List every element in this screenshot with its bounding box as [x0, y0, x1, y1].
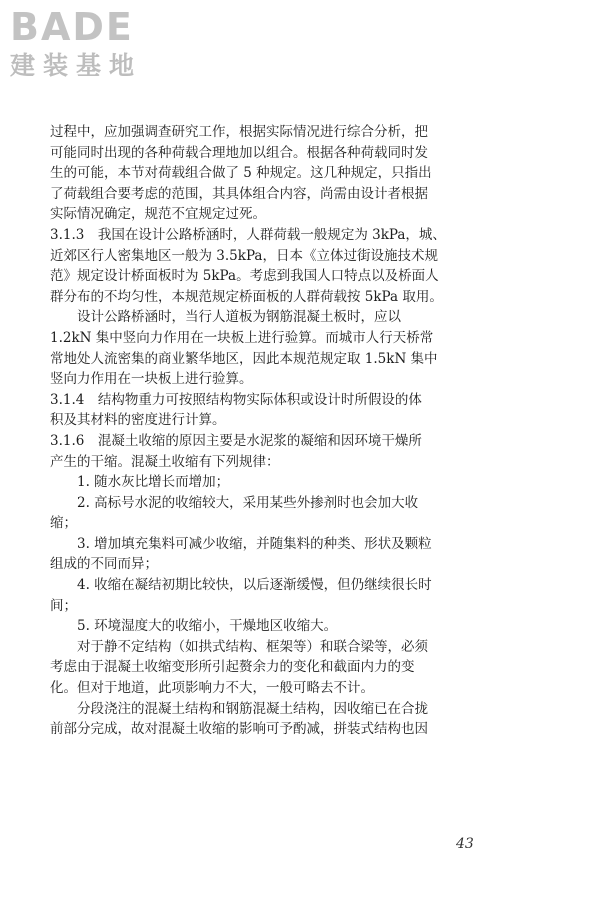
text-line: 了荷载组合要考虑的范围，其具体组合内容，尚需由设计者根据: [50, 185, 428, 202]
body-text: [50, 122, 555, 740]
logo-wordmark: BADE: [10, 5, 134, 49]
bade-logo: [10, 6, 142, 82]
logo-subtitle: 建装基地: [10, 51, 143, 80]
text-line: 产生的干缩。混凝土收缩有下列规律：: [50, 453, 280, 470]
text-line: 可能同时出现的各种荷载合理地加以组合。根据各种荷载同时发: [50, 144, 428, 161]
text-line: 生的可能，本节对荷载组合做了 5 种规定。这几种规定，只指出: [50, 165, 432, 182]
text-line: 1.2kN 集中竖向力作用在一块板上进行验算。而城市人行天桥常: [50, 329, 434, 346]
text-line: 对于静不定结构（如拱式结构、框架等）和联合梁等，必须: [77, 638, 428, 655]
text-line: 积及其材料的密度进行计算。: [50, 412, 226, 429]
clause-3-1-4: 3.1.4 结构物重力可按照结构物实际体积或设计时所假设的体: [50, 391, 422, 408]
text-line: 缩；: [50, 515, 77, 532]
text-line: 考虑由于混凝土收缩变形所引起赘余力的变化和截面内力的变: [50, 659, 415, 676]
page-number: 43: [456, 836, 474, 852]
list-item: 1. 随水灰比增长而增加；: [77, 474, 230, 491]
text-line: 群分布的不均匀性，本规范规定桥面板的人群荷载按 5kPa 取用。: [50, 288, 443, 305]
clause-3-1-3: 3.1.3 我国在设计公路桥涵时，人群荷载一般规定为 3kPa，城、: [50, 226, 446, 243]
text-line: 过程中，应加强调查研究工作，根据实际情况进行综合分析，把: [50, 124, 428, 140]
list-item: 2. 高标号水泥的收缩较大，采用某些外掺剂时也会加大收: [77, 494, 419, 511]
clause-3-1-6: 3.1.6 混凝土收缩的原因主要是水泥浆的凝缩和因环境干燥所: [50, 432, 422, 449]
text-line: 组成的不同而异；: [50, 556, 158, 573]
text-line: 设计公路桥涵时，当行人道板为钢筋混凝土板时，应以: [77, 309, 401, 326]
text-line: 范》规定设计桥面板时为 5kPa。考虑到我国人口特点以及桥面人: [50, 268, 439, 285]
text-line: 化。但对于地道，此项影响力不大，一般可略去不计。: [50, 680, 374, 697]
text-line: 常地处人流密集的商业繁华地区，因此本规范规定取 1.5kN 集中: [50, 350, 438, 367]
text-line: 竖向力作用在一块板上进行验算。: [50, 371, 253, 388]
list-item: 4. 收缩在凝结初期比较快，以后逐渐缓慢，但仍继续很长时: [77, 577, 432, 594]
text-line: 前部分完成，故对混凝土收缩的影响可予酌减，拼装式结构也因: [50, 721, 428, 738]
text-line: 分段浇注的混凝土结构和钢筋混凝土结构，因收缩已在合拢: [77, 700, 428, 717]
text-line: 实际情况确定，规范不宜规定过死。: [50, 206, 266, 223]
text-line: 近郊区行人密集地区一般为 3.5kPa，日本《立体过街设施技术规: [50, 247, 438, 264]
list-item: 5. 环境湿度大的收缩小，干燥地区收缩大。: [77, 618, 338, 635]
text-line: 间；: [50, 597, 77, 614]
list-item: 3. 增加填充集料可减少收缩，并随集料的种类、形状及颗粒: [77, 535, 432, 552]
